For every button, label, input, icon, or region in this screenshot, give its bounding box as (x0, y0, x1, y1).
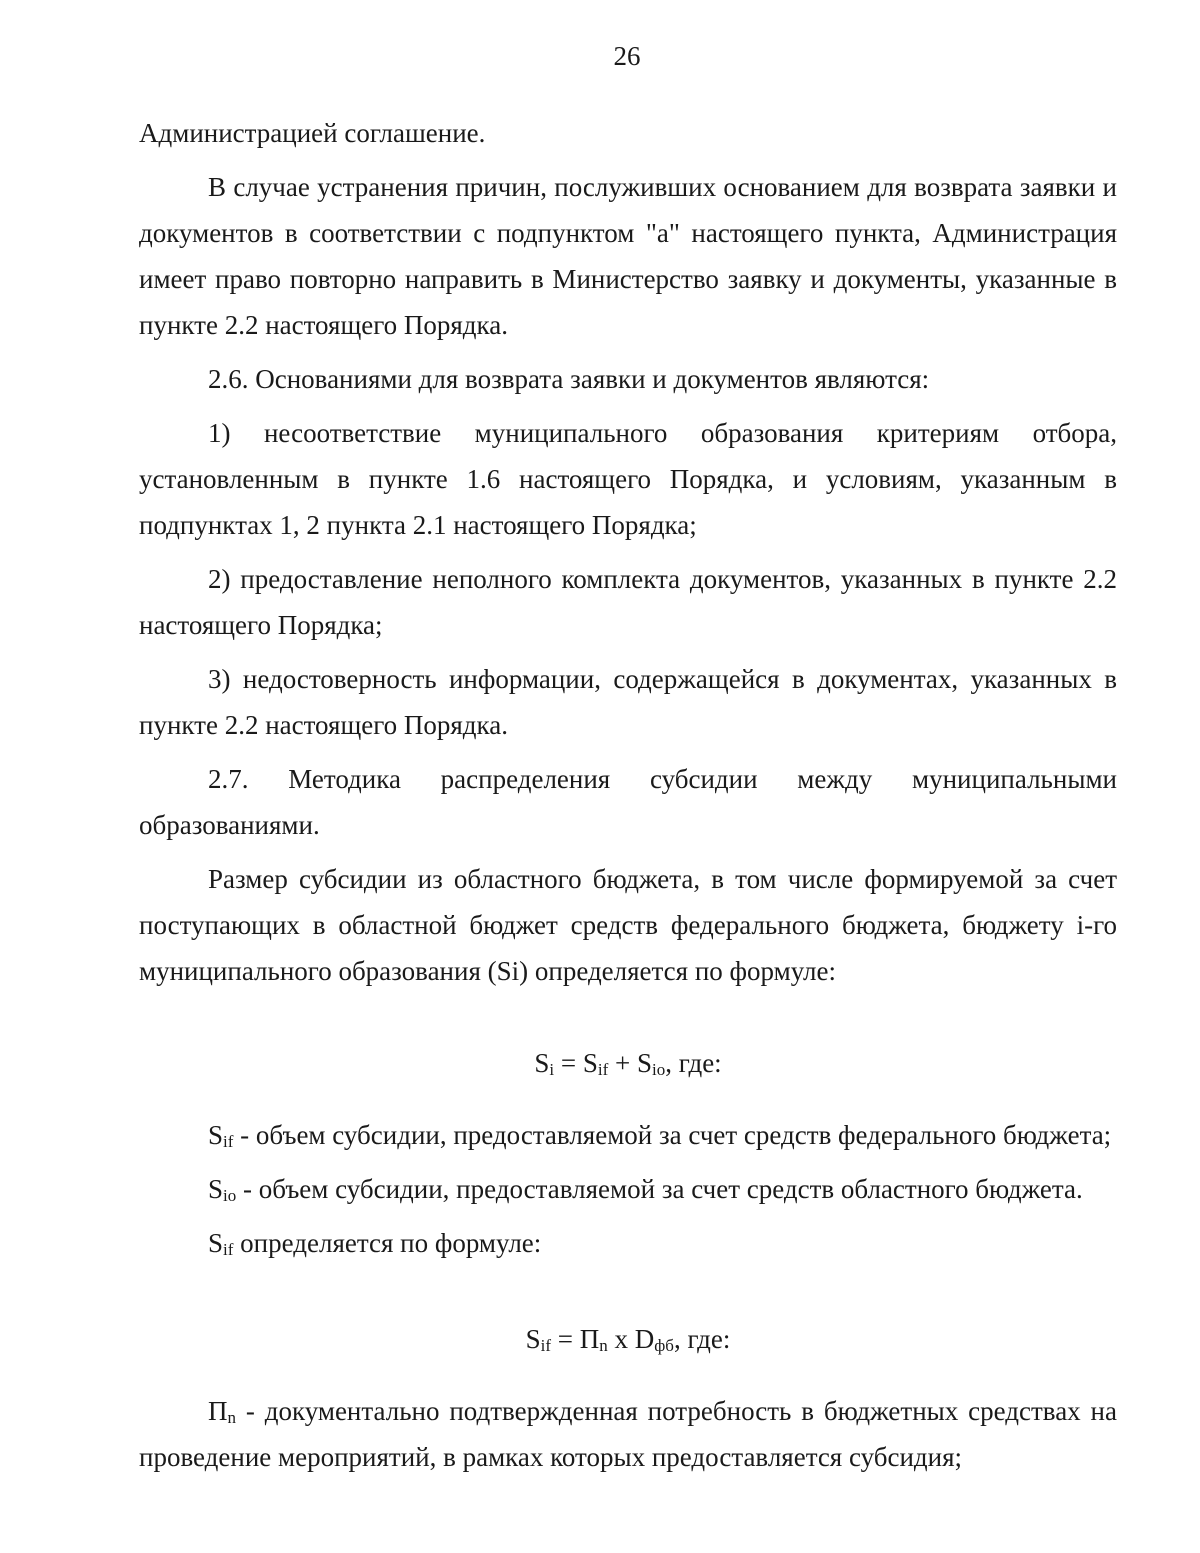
list-item-1: 1) несоответствие муниципального образования критериям отбора, установленным в пункте 1.6 настоящего Порядка, и условиям, указанным в подпунктах 1, 2 пункта 2.1 настоящего Порядка; (139, 418, 1117, 540)
definition-sio: $S_{io}$ - объем субсидии, предоставляемой за счет средств областного бюджета. (208, 1174, 1083, 1205)
document-body (139, 110, 1117, 1488)
sif-formula-intro: $S_{if}$ определяется по формуле: (208, 1228, 542, 1259)
list-item-3: 3) недостоверность информации, содержащейся в документах, указанных в пункте 2.2 настоящего Порядка. (139, 664, 1117, 740)
paragraph-2-6-heading: 2.6. Основаниями для возврата заявки и документов являются: (208, 364, 930, 394)
definition-sif: $S_{if}$ - объем субсидии, предоставляемой за счет средств федерального бюджета; (208, 1120, 1112, 1151)
definition-pn: $П_n$ - документально подтвержденная потребность в бюджетных средствах на проведение мероприятий, в рамках которых предоставляется субсидия; (139, 1396, 1117, 1472)
paragraph-2-7-heading: 2.7. Методика распределения субсидии между муниципальными образованиями. (139, 764, 1117, 840)
formula-sif: $S_{if} = П_n$ x $D_{фб}$, где: (525, 1324, 731, 1355)
formula-si: $S_i = S_{if} + S_{io}$, где: (534, 1048, 722, 1079)
paragraph-resubmission: В случае устранения причин, послуживших основанием для возврата заявки и документов в соответствии с подпунктом "а" настоящего пункта, Администрация имеет право повторно направить в Министерство заявку и документы, указанные в пункте 2.2 настоящего Порядка. (139, 172, 1117, 340)
paragraph-subsidy-size: Размер субсидии из областного бюджета, в том числе формируемой за счет поступающих в областной бюджет средств федерального бюджета, бюджету i-го муниципального образования (Si) определяется по формуле: (139, 864, 1117, 986)
paragraph-continuation: Администрацией соглашение. (139, 118, 486, 148)
list-item-2: 2) предоставление неполного комплекта документов, указанных в пункте 2.2 настоящего Порядка; (139, 564, 1117, 640)
page-number: 26 (613, 41, 641, 71)
